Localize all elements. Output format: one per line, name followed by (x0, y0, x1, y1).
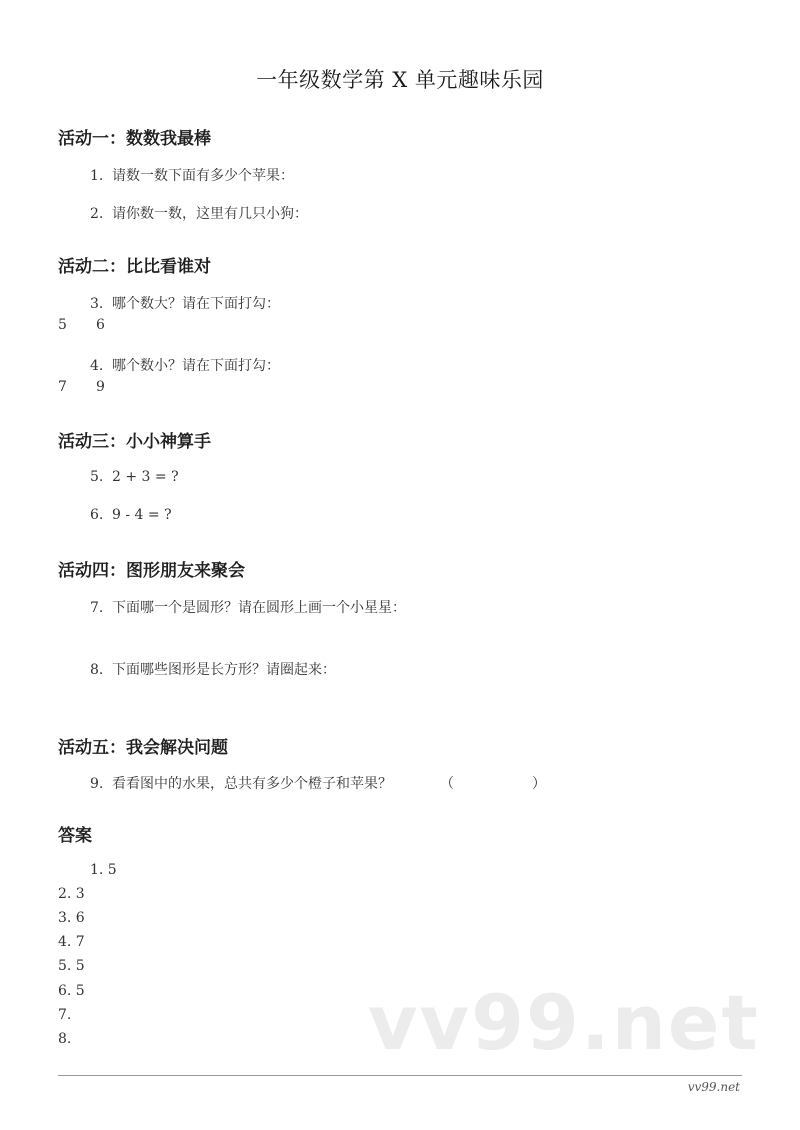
question-number: 3. (90, 296, 104, 312)
question-text: 看看图中的水果，总共有多少个橙子和苹果？ (112, 776, 392, 792)
question-number: 2. (90, 206, 104, 222)
answer-item: 1. 5 (90, 862, 117, 878)
q3-option-b: 6 (96, 317, 105, 333)
q3-option-a: 5 (58, 317, 67, 333)
question-text: 请你数一数，这里有几只小狗： (112, 206, 308, 222)
answer-item: 7. (58, 1007, 72, 1023)
question-number: 5. (90, 469, 104, 485)
answer-item: 2. 3 (58, 886, 85, 902)
answer-item: 5. 5 (58, 958, 85, 974)
activity1-heading: 活动一：数数我最棒 (58, 129, 211, 149)
answer-item: 4. 7 (58, 934, 85, 950)
activity2-heading: 活动二：比比看谁对 (58, 257, 211, 277)
question-number: 8. (90, 662, 104, 678)
activity5-heading: 活动五：我会解决问题 (58, 738, 228, 758)
footer-site-label: vv99.net (687, 1080, 740, 1094)
question-6 (90, 507, 172, 523)
question-7 (90, 597, 406, 617)
footer-divider (58, 1075, 742, 1076)
watermark: vv99.net (368, 978, 760, 1067)
activity4-heading: 活动四：图形朋友来聚会 (58, 561, 245, 581)
q4-option-a: 7 (58, 379, 67, 395)
answers-heading: 答案 (58, 826, 92, 846)
question-text: 请数一数下面有多少个苹果： (112, 168, 294, 184)
question-9 (90, 773, 392, 793)
question-number: 6. (90, 507, 104, 523)
question-number: 9. (90, 776, 104, 792)
question-number: 7. (90, 600, 104, 616)
answer-item: 8. (58, 1031, 72, 1047)
question-4 (90, 355, 280, 375)
question-text: 哪个数大？请在下面打勾： (112, 296, 280, 312)
question-2 (90, 203, 308, 223)
answer-item: 3. 6 (58, 910, 85, 926)
q4-option-b: 9 (96, 379, 105, 395)
question-text: 下面哪一个是圆形？请在圆形上画一个小星星： (112, 600, 406, 616)
answer-blank-close: ） (532, 776, 546, 792)
question-text: 2 + 3 = ? (112, 469, 179, 485)
question-text: 9 - 4 = ? (112, 507, 172, 523)
question-8 (90, 659, 336, 679)
activity3-heading: 活动三：小小神算手 (58, 432, 211, 452)
question-text: 下面哪些图形是长方形？请圈起来： (112, 662, 336, 678)
answer-item: 6. 5 (58, 983, 85, 999)
question-3 (90, 293, 280, 313)
question-5 (90, 469, 179, 485)
page-title: 一年级数学第 X 单元趣味乐园 (256, 68, 544, 92)
question-1 (90, 165, 294, 185)
question-number: 1. (90, 168, 104, 184)
question-text: 哪个数小？请在下面打勾： (112, 358, 280, 374)
answer-blank-open: （ (440, 776, 454, 792)
question-number: 4. (90, 358, 104, 374)
